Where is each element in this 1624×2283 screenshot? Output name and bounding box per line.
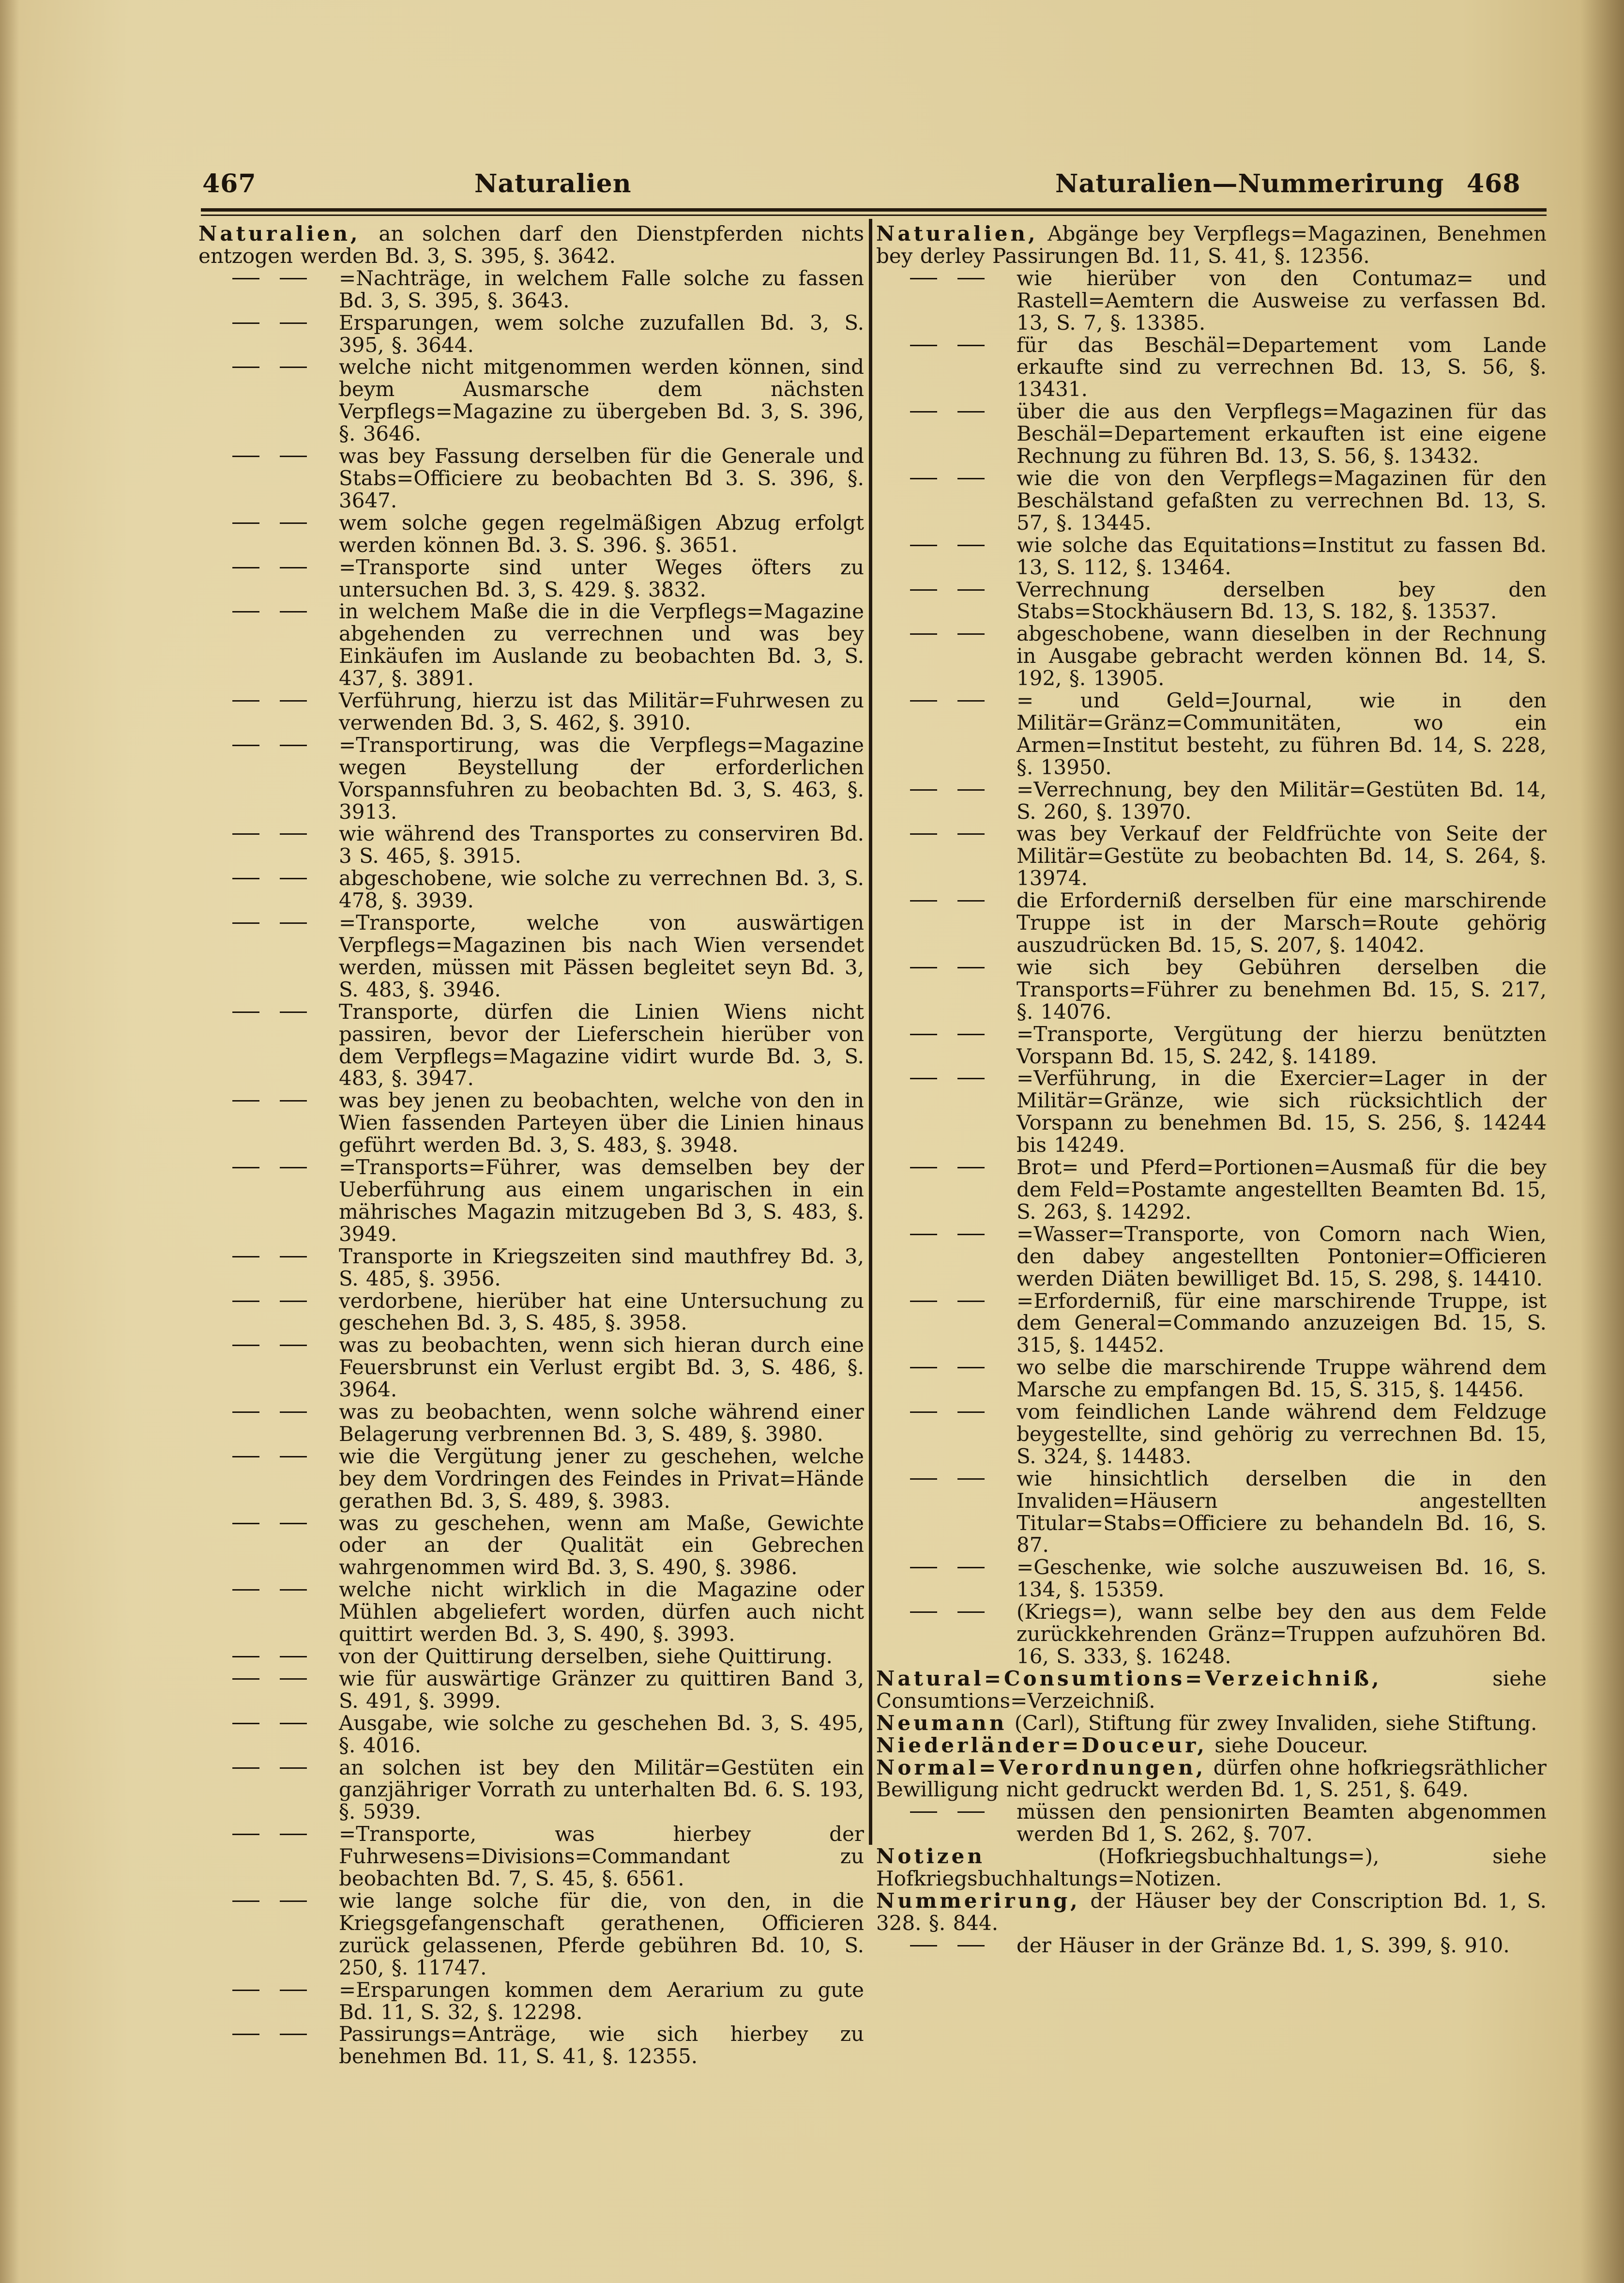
index-entry-keyword	[876, 1890, 1547, 1934]
ditto-dash	[232, 1723, 259, 1724]
ditto-dash	[232, 567, 259, 568]
index-subentry	[198, 1979, 864, 2023]
entry-text: was zu beobachten, wenn solche während einer Belagerung verbrennen Bd. 3, S. 489, §. 3980.	[339, 1400, 864, 1446]
entry-keyword: Normal=Verordnungen,	[876, 1755, 1206, 1779]
index-subentry	[198, 1668, 864, 1712]
ditto-dash	[232, 922, 259, 924]
ditto-dash	[232, 1589, 259, 1591]
entry-text: =Ersparungen kommen dem Aerarium zu gute Bd. 11, S. 32, §. 12298.	[339, 1977, 864, 2024]
ditto-dash	[280, 2034, 307, 2035]
index-subentry	[198, 1578, 864, 1645]
index-subentry	[876, 1290, 1547, 1357]
ditto-dash	[957, 411, 985, 413]
index-subentry	[876, 1023, 1547, 1068]
ditto-dash	[232, 1678, 259, 1680]
entry-text: =Nachträge, in welchem Falle solche zu fassen Bd. 3, S. 395, §. 3643.	[339, 266, 864, 312]
index-subentry	[876, 267, 1547, 334]
entry-text: über die aus den Verpflegs=Magazinen für das Beschäl=Departement erkauften ist eine eigene Rechnung zu führen Bd. 13, S. 56, §. 13432.	[1017, 399, 1547, 468]
ditto-dash	[910, 1611, 937, 1613]
entry-text: Transporte, dürfen die Linien Wiens nicht passiren, bevor der Lieferschein hierüber von dem Verpflegs=Magazine vidirt wurde Bd. 3, S. 483, §. 3947.	[339, 999, 864, 1090]
ditto-dash	[910, 278, 937, 279]
entry-text: für das Beschäl=Departement vom Lande erkaufte sind zu verrechnen Bd. 13, S. 56, §. 13431.	[1017, 333, 1547, 401]
ditto-dash	[910, 478, 937, 479]
ditto-dash	[910, 833, 937, 835]
entry-text: Ausgabe, wie solche zu geschehen Bd. 3, S. 495, §. 4016.	[339, 1711, 864, 1757]
ditto-dash	[910, 900, 937, 902]
index-subentry	[876, 1401, 1547, 1468]
entry-text: an solchen darf den Dienstpferden nichts entzogen werden Bd. 3, S. 395, §. 3642.	[198, 222, 864, 268]
index-subentry	[198, 1445, 864, 1512]
index-subentry	[198, 1757, 864, 1823]
entry-text: wie während des Transportes zu conserviren Bd. 3 S. 465, §. 3915.	[339, 822, 864, 868]
entry-text: was bey Verkauf der Feldfrüchte von Seite der Militär=Gestüte zu beobachten Bd. 14, S. 264, §. 13974.	[1017, 822, 1547, 890]
ditto-dash	[957, 1367, 985, 1368]
entry-text: Verrechnung derselben bey den Stabs=Stockhäusern Bd. 13, S. 182, §. 13537.	[1017, 577, 1547, 624]
index-subentry	[876, 956, 1547, 1023]
index-subentry	[198, 1401, 864, 1445]
entry-text: was bey Fassung derselben für die Generale und Stabs=Officiere zu beobachten Bd 3. S. 396, §. 3647.	[339, 444, 864, 512]
ditto-dash	[957, 1034, 985, 1035]
ditto-dash	[232, 322, 259, 324]
ditto-dash	[957, 278, 985, 279]
header-rule-thin	[201, 215, 1547, 216]
entry-text: vom feindlichen Lande während dem Feldzuge beygestellte, sind gehörig zu verrechnen Bd. 15, S. 324, §. 14483.	[1017, 1400, 1547, 1468]
ditto-dash	[957, 833, 985, 835]
column-divider	[869, 219, 872, 1845]
ditto-dash	[957, 1478, 985, 1480]
ditto-dash	[232, 1345, 259, 1346]
entry-text: siehe Consumtions=Verzeichniß.	[876, 1666, 1547, 1713]
entry-keyword: Naturalien,	[876, 222, 1038, 245]
page-edge-shadow	[0, 0, 19, 2283]
entry-text: wie lange solche für die, von den, in die Kriegsgefangenschaft gerathenen, Officieren zurück gelassenen, Pferde gebühren Bd. 10, S. 250, §. 11747.	[339, 1888, 864, 1979]
entry-text: welche nicht mitgenommen werden können, sind beym Ausmarsche dem nächsten Verpflegs=Magazine zu übergeben Bd. 3, S. 396, §. 3646.	[339, 355, 864, 446]
entry-keyword: Neumann	[876, 1711, 1007, 1735]
index-subentry	[876, 1468, 1547, 1557]
entry-text: Brot= und Pferd=Portionen=Ausmaß für die bey dem Feld=Postamte angestellten Beamten Bd. 15, S. 263, §. 14292.	[1017, 1155, 1547, 1224]
index-subentry	[198, 1712, 864, 1757]
ditto-dash	[910, 700, 937, 702]
ditto-dash	[280, 1678, 307, 1680]
ditto-dash	[910, 589, 937, 591]
ditto-dash	[280, 878, 307, 879]
ditto-dash	[910, 345, 937, 346]
ditto-dash	[910, 1234, 937, 1235]
ditto-dash	[280, 1345, 307, 1346]
ditto-dash	[232, 522, 259, 524]
entry-text: wie hierüber von den Contumaz= und Rastell=Aemtern die Ausweise zu verfassen Bd. 13, S. 7, §. 13385.	[1017, 266, 1547, 335]
ditto-dash	[232, 367, 259, 368]
entry-text: =Erforderniß, für eine marschirende Truppe, ist dem General=Commando anzuzeigen Bd. 15, S. 315, §. 14452.	[1017, 1288, 1547, 1357]
index-subentry	[876, 534, 1547, 579]
index-subentry	[876, 623, 1547, 689]
index-entry-keyword	[876, 223, 1547, 267]
entry-text: was zu beobachten, wenn sich hieran durch eine Feuersbrunst ein Verlust ergibt Bd. 3, S. 486, §. 3964.	[339, 1333, 864, 1402]
page-number-right: 468	[1467, 169, 1521, 199]
entry-text: Ersparungen, wem solche zuzufallen Bd. 3, S. 395, §. 3644.	[339, 310, 864, 357]
ditto-dash	[232, 1011, 259, 1013]
ditto-dash	[280, 1589, 307, 1591]
index-subentry	[198, 1823, 864, 1890]
index-subentry	[198, 1001, 864, 1090]
index-subentry	[198, 445, 864, 512]
page-number-left: 467	[202, 169, 257, 199]
index-entry-keyword	[876, 1757, 1547, 1801]
ditto-dash	[280, 1656, 307, 1657]
ditto-dash	[232, 745, 259, 746]
entry-keyword: Notizen	[876, 1844, 985, 1869]
index-subentry	[876, 1156, 1547, 1223]
ditto-dash	[910, 1034, 937, 1035]
ditto-dash	[232, 1523, 259, 1524]
ditto-dash	[232, 1256, 259, 1257]
entry-text: Verführung, hierzu ist das Militär=Fuhrwesen zu verwenden Bd. 3, S. 462, §. 3910.	[339, 689, 864, 735]
entry-text: wem solche gegen regelmäßigen Abzug erfolgt werden können Bd. 3. S. 396. §. 3651.	[339, 510, 864, 557]
ditto-dash	[232, 1767, 259, 1769]
index-subentry	[876, 1067, 1547, 1156]
index-subentry	[198, 1290, 864, 1334]
ditto-dash	[957, 1078, 985, 1079]
ditto-dash	[280, 745, 307, 746]
ditto-dash	[280, 1011, 307, 1013]
ditto-dash	[910, 1945, 937, 1946]
entry-text: = und Geld=Journal, wie in den Militär=Gränz=Communitäten, wo ein Armen=Institut besteht, zu führen Bd. 14, S. 228, §. 13950.	[1017, 689, 1547, 779]
entry-text: wie die Vergütung jener zu geschehen, welche bey dem Vordringen des Feindes in Privat=Hände gerathen Bd. 3, S. 489, §. 3983.	[339, 1444, 864, 1513]
index-subentry	[198, 556, 864, 601]
ditto-dash	[957, 1167, 985, 1168]
entry-text: die Erforderniß derselben für eine marschirende Truppe ist in der Marsch=Route gehörig auszudrücken Bd. 15, S. 207, §. 14042.	[1017, 889, 1547, 957]
ditto-dash	[232, 2034, 259, 2035]
entry-text: siehe Douceur.	[1207, 1733, 1368, 1757]
index-subentry	[198, 600, 864, 689]
ditto-dash	[280, 611, 307, 613]
ditto-dash	[910, 1167, 937, 1168]
ditto-dash	[910, 1811, 937, 1813]
entry-text: wie hinsichtlich derselben die in den Invaliden=Häusern angestellten Titular=Stabs=Officiere zu behandeln Bd. 16, S. 87.	[1017, 1466, 1547, 1557]
entry-text: wie die von den Verpflegs=Magazinen für den Beschälstand gefaßten zu verrechnen Bd. 13, S. 57, §. 13445.	[1017, 466, 1547, 535]
ditto-dash	[280, 1767, 307, 1769]
header-rule	[201, 208, 1547, 212]
entry-text: wie für auswärtige Gränzer zu quittiren Band 3, S. 491, §. 3999.	[339, 1666, 864, 1713]
index-subentry	[876, 1601, 1547, 1668]
index-subentry	[876, 579, 1547, 623]
ditto-dash	[910, 1478, 937, 1480]
ditto-dash	[280, 322, 307, 324]
entry-text: =Transports=Führer, was demselben bey der Ueberführung aus einem ungarischen in ein mährisches Magazin mitzugeben Bd 3, S. 483, §. 3949.	[339, 1155, 864, 1246]
entry-text: Transporte in Kriegszeiten sind mauthfrey Bd. 3, S. 485, §. 3956.	[339, 1244, 864, 1290]
index-subentry	[876, 1556, 1547, 1601]
ditto-dash	[957, 1811, 985, 1813]
ditto-dash	[957, 967, 985, 968]
entry-text: (Carl), Stiftung für zwey Invaliden, siehe Stiftung.	[1007, 1711, 1537, 1735]
ditto-dash	[280, 1411, 307, 1413]
entry-text: der Häuser bey der Conscription Bd. 1, S. 328. §. 844.	[876, 1888, 1547, 1935]
index-subentry	[198, 1156, 864, 1245]
index-subentry	[198, 2023, 864, 2068]
running-head-left: Naturalien	[474, 169, 632, 199]
ditto-dash	[232, 456, 259, 457]
ditto-dash	[280, 567, 307, 568]
entry-keyword: Naturalien,	[198, 222, 361, 245]
ditto-dash	[280, 1256, 307, 1257]
entry-text: abgeschobene, wie solche zu verrechnen Bd. 3, S. 478, §. 3939.	[339, 866, 864, 913]
ditto-dash	[910, 789, 937, 791]
entry-text: welche nicht wirklich in die Magazine oder Mühlen abgeliefert worden, dürfen auch nicht quittirt werden Bd. 3, S. 490, §. 3993.	[339, 1578, 864, 1646]
ditto-dash	[280, 1834, 307, 1835]
ditto-dash	[280, 1523, 307, 1524]
index-subentry	[198, 1245, 864, 1290]
ditto-dash	[232, 1167, 259, 1168]
ditto-dash	[280, 1900, 307, 1902]
entry-text: =Geschenke, wie solche auszuweisen Bd. 16, S. 134, §. 15359.	[1017, 1555, 1547, 1602]
index-column-right	[876, 223, 1547, 1957]
index-entry-keyword	[876, 1668, 1547, 1712]
index-subentry	[198, 1089, 864, 1156]
index-subentry	[198, 689, 864, 734]
ditto-dash	[232, 1900, 259, 1902]
index-subentry	[198, 1334, 864, 1401]
index-subentry	[876, 779, 1547, 823]
entry-text: =Verrechnung, bey den Militär=Gestüten Bd. 14, S. 260, §. 13970.	[1017, 777, 1547, 824]
index-column-left	[198, 223, 864, 2068]
index-subentry	[876, 1801, 1547, 1845]
entry-text: dürfen ohne hofkriegsräthlicher Bewilligung nicht gedruckt werden Bd. 1, S. 251, §. 649.	[876, 1755, 1547, 1802]
index-subentry	[198, 1645, 864, 1668]
ditto-dash	[910, 1567, 937, 1568]
ditto-dash	[280, 456, 307, 457]
ditto-dash	[957, 1301, 985, 1302]
entry-text: verdorbene, hierüber hat eine Untersuchung zu geschehen Bd. 3, S. 485, §. 3958.	[339, 1288, 864, 1335]
ditto-dash	[280, 922, 307, 924]
entry-text: der Häuser in der Gränze Bd. 1, S. 399, §. 910.	[1017, 1933, 1510, 1957]
entry-text: =Transporte sind unter Weges öfters zu untersuchen Bd. 3, S. 429. §. 3832.	[339, 555, 864, 601]
entry-text: wie sich bey Gebühren derselben die Transports=Führer zu benehmen Bd. 15, S. 217, §. 14076.	[1017, 955, 1547, 1024]
ditto-dash	[957, 1411, 985, 1413]
ditto-dash	[232, 611, 259, 613]
ditto-dash	[232, 1834, 259, 1835]
ditto-dash	[910, 1078, 937, 1079]
ditto-dash	[232, 833, 259, 835]
entry-text: Passirungs=Anträge, wie sich hierbey zu benehmen Bd. 11, S. 41, §. 12355.	[339, 2022, 864, 2068]
index-subentry	[198, 912, 864, 1001]
index-subentry	[876, 1223, 1547, 1290]
ditto-dash	[280, 1100, 307, 1102]
index-subentry	[876, 400, 1547, 467]
index-subentry	[876, 689, 1547, 779]
entry-text: =Transporte, Vergütung der hierzu benützten Vorspann Bd. 15, S. 242, §. 14189.	[1017, 1022, 1547, 1068]
entry-text: =Wasser=Transporte, von Comorn nach Wien, den dabey angestellten Pontonier=Officieren werden Diäten bewilliget Bd. 15, S. 298, §. 14410.	[1017, 1222, 1547, 1290]
entry-text: wie solche das Equitations=Institut zu fassen Bd. 13, S. 112, §. 13464.	[1017, 533, 1547, 579]
entry-text: Abgänge bey Verpflegs=Magazinen, Benehmen bey derley Passirungen Bd. 11, S. 41, §. 12356.	[876, 222, 1547, 268]
ditto-dash	[957, 789, 985, 791]
index-subentry	[876, 1934, 1547, 1957]
index-subentry	[198, 1512, 864, 1579]
index-entry-keyword	[876, 1712, 1547, 1734]
ditto-dash	[280, 1723, 307, 1724]
index-subentry	[876, 1356, 1547, 1401]
entry-text: =Transporte, was hierbey der Fuhrwesens=Divisions=Commandant zu beobachten Bd. 7, S. 45, §. 6561.	[339, 1822, 864, 1891]
ditto-dash	[957, 345, 985, 346]
ditto-dash	[910, 1367, 937, 1368]
ditto-dash	[232, 1411, 259, 1413]
ditto-dash	[910, 1411, 937, 1413]
ditto-dash	[280, 522, 307, 524]
index-entry-keyword	[876, 1845, 1547, 1890]
ditto-dash	[957, 633, 985, 635]
ditto-dash	[910, 545, 937, 546]
entry-text: in welchem Maße die in die Verpflegs=Magazine abgehenden zu verrechnen und was bey Einkäufen im Auslande zu beobachten Bd. 3, S. 437, §. 3891.	[339, 599, 864, 690]
index-entry-keyword	[876, 1734, 1547, 1757]
ditto-dash	[280, 1167, 307, 1168]
book-spine-shadow	[1580, 0, 1624, 2283]
ditto-dash	[910, 1301, 937, 1302]
entry-keyword: Natural=Consumtions=Verzeichniß,	[876, 1666, 1382, 1690]
ditto-dash	[232, 1990, 259, 1991]
entry-text: =Verführung, in die Exercier=Lager in der Militär=Gränze, wie sich rücksichtlich der Vorspann zu benehmen Bd. 15, S. 256, §. 14244 bis 14249.	[1017, 1066, 1547, 1157]
index-subentry	[198, 312, 864, 356]
entry-text: (Hofkriegsbuchhaltungs=), siehe Hofkriegsbuchhaltungs=Notizen.	[876, 1844, 1547, 1891]
index-subentry	[876, 889, 1547, 956]
ditto-dash	[280, 367, 307, 368]
ditto-dash	[957, 545, 985, 546]
index-subentry	[198, 734, 864, 823]
ditto-dash	[232, 278, 259, 279]
ditto-dash	[280, 833, 307, 835]
ditto-dash	[957, 1611, 985, 1613]
index-subentry	[198, 512, 864, 556]
index-subentry	[876, 467, 1547, 534]
index-subentry	[198, 267, 864, 312]
entry-text: von der Quittirung derselben, siehe Quittirung.	[339, 1644, 833, 1668]
ditto-dash	[232, 1656, 259, 1657]
ditto-dash	[232, 700, 259, 702]
ditto-dash	[280, 700, 307, 702]
index-subentry	[198, 823, 864, 867]
ditto-dash	[280, 1301, 307, 1302]
index-subentry	[876, 823, 1547, 889]
index-entry-keyword	[198, 223, 864, 267]
ditto-dash	[232, 1100, 259, 1102]
ditto-dash	[280, 1990, 307, 1991]
ditto-dash	[232, 1301, 259, 1302]
index-subentry	[198, 1890, 864, 1979]
ditto-dash	[280, 1456, 307, 1457]
ditto-dash	[957, 1234, 985, 1235]
ditto-dash	[957, 1567, 985, 1568]
entry-text: (Kriegs=), wann selbe bey den aus dem Felde zurückkehrenden Gränz=Truppen aufzuhören Bd. 16, S. 333, §. 16248.	[1017, 1600, 1547, 1668]
entry-text: =Transporte, welche von auswärtigen Verpflegs=Magazinen bis nach Wien versendet werden, müssen mit Pässen begleitet seyn Bd. 3, S. 483, §. 3946.	[339, 911, 864, 1001]
index-subentry	[198, 356, 864, 445]
ditto-dash	[232, 878, 259, 879]
entry-text: was zu geschehen, wenn am Maße, Gewichte oder an der Qualität ein Gebrechen wahrgenommen wird Bd. 3, S. 490, §. 3986.	[339, 1511, 864, 1579]
ditto-dash	[957, 1945, 985, 1946]
entry-text: abgeschobene, wann dieselben in der Rechnung in Ausgabe gebracht werden können Bd. 14, S. 192, §. 13905.	[1017, 622, 1547, 690]
running-head-right: Naturalien—Nummerirung	[1055, 169, 1444, 199]
ditto-dash	[232, 1456, 259, 1457]
entry-text: müssen den pensionirten Beamten abgenommen werden Bd 1, S. 262, §. 707.	[1017, 1800, 1547, 1846]
ditto-dash	[957, 589, 985, 591]
ditto-dash	[910, 967, 937, 968]
entry-keyword: Niederländer=Douceur,	[876, 1733, 1207, 1757]
entry-text: was bey jenen zu beobachten, welche von den in Wien fassenden Parteyen über die Linien hinaus geführt werden Bd. 3, S. 483, §. 3948.	[339, 1088, 864, 1157]
ditto-dash	[280, 278, 307, 279]
ditto-dash	[910, 633, 937, 635]
index-subentry	[198, 867, 864, 912]
entry-keyword: Nummerirung,	[876, 1888, 1080, 1913]
entry-text: =Transportirung, was die Verpflegs=Magazine wegen Beystellung der erforderlichen Vorspannsfuhren zu beobachten Bd. 3, S. 463, §. 3913.	[339, 733, 864, 824]
entry-text: wo selbe die marschirende Truppe während dem Marsche zu empfangen Bd. 15, S. 315, §. 14456.	[1017, 1355, 1547, 1402]
ditto-dash	[957, 900, 985, 902]
ditto-dash	[957, 700, 985, 702]
index-subentry	[876, 334, 1547, 401]
ditto-dash	[910, 411, 937, 413]
entry-text: an solchen ist bey den Militär=Gestüten ein ganzjähriger Vorrath zu unterhalten Bd. 6. S. 193, §. 5939.	[339, 1755, 864, 1824]
ditto-dash	[957, 478, 985, 479]
